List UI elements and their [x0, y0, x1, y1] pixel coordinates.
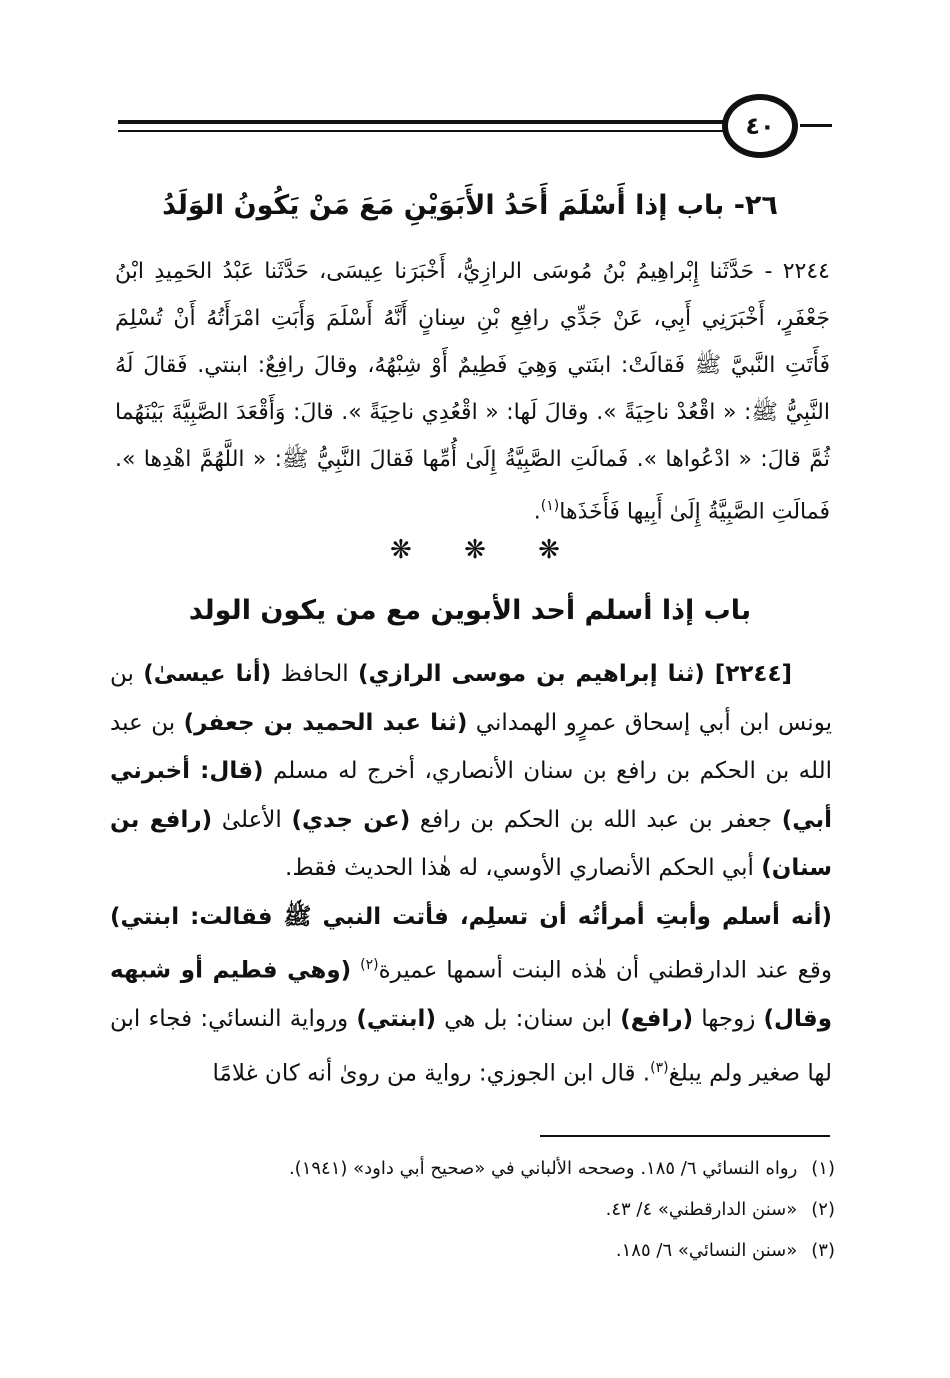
footnote-number: (٢)	[811, 1199, 835, 1220]
quoted-text: (رافع)	[620, 1006, 694, 1033]
separator-star: ❋	[390, 535, 412, 565]
commentary-text: بن يونس ابن أبي إسحاق عمرٍو الهمداني	[110, 661, 832, 736]
footnote-ref: (٣)	[650, 1059, 669, 1076]
commentary-text	[351, 958, 360, 984]
footnote-number: (٣)	[811, 1240, 835, 1261]
footnote-rule	[540, 1135, 830, 1137]
separator-star: ❋	[538, 535, 560, 565]
hadith-text: ٢٢٤٤ - حَدَّثَنا إِبْراهِيمُ بْنُ مُوسَى الرازِيُّ، أَخْبَرَنا عِيسَى، حَدَّثَنا عَبْدُ الحَمِيدِ ابْنُ جَعْفَرٍ، أَخْبَرَنِي أَبِي، عَنْ جَدِّي رافِعِ بْنِ سِنانٍ أَنَّهُ أَسْلَمَ وَأَبَتِ امْرَأَتُهُ أَنْ تُسْلِمَ فَأَتَتِ النَّبيَّ ﷺ فَقالَتْ: ابنَتي وَهِيَ فَطِيمٌ أَوْ شِبْهُهُ، وقالَ رافِعٌ: ابنتي. فَقالَ لَهُ النَّبِيُّ ﷺ: « اقْعُدْ ناحِيَةً ». وقالَ لَها: « اقْعُدِي ناحِيَةً ». قالَ: وَأَقْعَدَ الصَّبِيَّةَ بَيْنَهُما ثُمَّ قالَ: « ادْعُواها ». فَمالَتِ الصَّبِيَّةُ إِلَىٰ أُمِّها فَقالَ النَّبِيُّ ﷺ: « اللَّهُمَّ اهْدِها ». فَمالَتِ الصَّبِيَّةُ إِلَىٰ أَبِيها فَأَخَذَها	[115, 259, 830, 525]
quoted-text: (عن جدي)	[291, 806, 411, 833]
header-rule-thick	[118, 120, 728, 124]
page-number: ٤٠	[745, 112, 775, 140]
quoted-text: (أنا عيسىٰ)	[143, 661, 272, 687]
hadith-paragraph	[115, 248, 830, 535]
footnote-number: (١)	[811, 1158, 835, 1179]
footnote-2	[110, 1189, 835, 1230]
quoted-text: (ابنتي)	[356, 1006, 436, 1033]
commentary-text: بن عبد الله بن الحكم بن رافع بن سنان الأنصاري، أخرج له مسلم	[110, 709, 832, 784]
separator-star: ❋	[464, 535, 486, 565]
footnote-text: رواه النسائي ٦/ ١٨٥. وصححه الألباني في «صحيح أبي داود» (١٩٤١).	[288, 1158, 798, 1179]
commentary-text: جعفر بن عبد الله بن الحكم بن رافع	[410, 806, 782, 833]
chapter-title: ٢٦- باب إذا أَسْلَمَ أَحَدُ الأَبَوَيْنِ مَعَ مَنْ يَكُونُ الوَلَدُ	[162, 190, 778, 221]
commentary-text: وقع عند الدارقطني أن هٰذه البنت أسمها عميرة	[378, 957, 832, 984]
page-number-badge	[722, 94, 798, 158]
quoted-text: (أنه أسلم وأبتِ أمرأتُه أن تسلِم، فأتت النبي ﷺ فقالت: ابنتي)	[110, 903, 832, 930]
quoted-text: (قال: أخبرني أبي)	[110, 758, 832, 833]
commentary-paragraph-1	[110, 650, 832, 893]
hadith-footnote-ref: (١)	[540, 498, 560, 514]
commentary-paragraph-2	[110, 893, 832, 1098]
commentary-text: الحافظ	[271, 661, 358, 687]
commentary-text: الأعلىٰ	[212, 806, 292, 833]
commentary-text: . قال ابن الجوزي: رواية من روىٰ أنه كان غلامًا	[212, 1060, 651, 1087]
footnote-3	[110, 1230, 835, 1271]
hadith-text-block	[115, 248, 830, 535]
quoted-text: (ثنا عبد الحميد بن جعفر)	[183, 709, 468, 736]
footnote-1	[110, 1148, 835, 1189]
section-separator	[0, 535, 950, 565]
footnotes	[110, 1148, 835, 1271]
commentary-title: باب إذا أسلم أحد الأبوين مع من يكون الولد	[188, 595, 752, 626]
commentary-text: زوجها	[693, 1006, 764, 1033]
header-rule-right	[800, 124, 832, 127]
commentary-text: ورواية النسائي: فجاء ابن لها صغير ولم يبلغ	[110, 1006, 832, 1087]
footnote-text: «سنن النسائي» ٦/ ١٨٥.	[615, 1240, 798, 1261]
commentary-text: أبي الحكم الأنصاري الأوسي، له هٰذا الحديث فقط.	[285, 855, 762, 881]
quoted-text: (رافع بن سنان)	[110, 806, 832, 881]
commentary-text: ابن سنان: بل هي	[435, 1006, 621, 1033]
header-rule-thin	[118, 130, 728, 132]
hadith-end: .	[533, 499, 541, 525]
commentary-block	[110, 650, 832, 1098]
footnote-text: «سنن الدارقطني» ٤/ ٤٣.	[605, 1199, 798, 1220]
footnote-ref: (٢)	[360, 957, 379, 973]
quoted-text: [٢٢٤٤] (ثنا إبراهيم بن موسى الرازي)	[357, 661, 792, 687]
quoted-text: (وهي فطيم أو شبهه وقال)	[110, 957, 832, 1033]
